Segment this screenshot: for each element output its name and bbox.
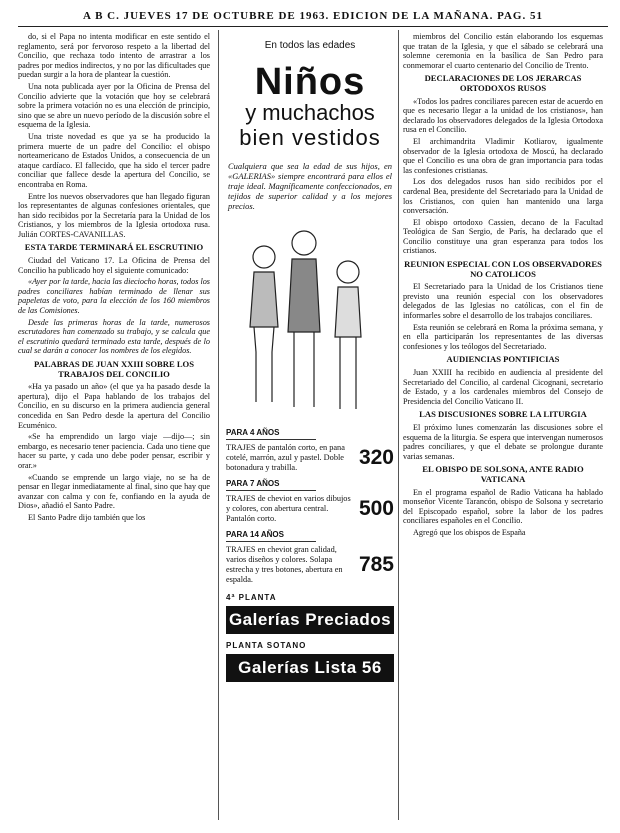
article-paragraph: Juan XXIII ha recibido en audiencia al presidente del Secretariado del Concilio, al cardenal Cicognani, secretario de Estado, y a los cardenales miembros del Consejo de Presidencia del Concilio Vaticano II.: [403, 368, 603, 406]
article-heading: ESTA TARDE TERMINARÁ EL ESCRUTINIO: [24, 242, 204, 253]
age-section-label: PARA 7 AÑOS: [226, 479, 316, 491]
price-sections: [226, 428, 394, 585]
item-description: TRAJES de cheviot en varios dibujos y colores, con abertura central. Pantalón corto.: [226, 494, 351, 523]
article-paragraph: «Ayer por la tarde, hacia las dieciocho horas, todos los padres conciliares habían terminado de llenar sus papeletas de voto, para la elección de los 160 miembros de las Comisiones.: [18, 277, 210, 316]
item-description: TRAJES de pantalón corto, en pana cotelé, marrón, azul y pastel. Doble botonadura y trabilla.: [226, 443, 345, 472]
column-divider: [218, 30, 219, 820]
article-paragraph: miembros del Concilio están elaborando los esquemas que tratan de la Iglesia, y que el sábado se celebrará una solemne ceremonia en la basílica de San Pedro para conmemorar el cuarto centenario del Concilio de Trento.: [403, 32, 603, 70]
article-heading: PALABRAS DE JUAN XXIII SOBRE LOS TRABAJOS DEL CONCILIO: [33, 359, 195, 379]
article-paragraph: do, si el Papa no intenta modificar en este sentido el reglamento, será por fervoroso respeto a la libertad del Concilio, que rechaza todo intento de arrastrar a los padres por medios indirectos, y no por las dificultades que puedan surgir a la hora de plantear la cuestión.: [18, 32, 210, 80]
article-paragraph: El obispo ortodoxo Cassien, decano de la Facultad Teológica de San Sergio, de París, ha declarado que el Concilio constituye una gran esperanza para todos los cristianos.: [403, 217, 603, 256]
store-floor-label-2: PLANTA SOTANO: [226, 641, 307, 650]
article-paragraph: Ciudad del Vaticano 17. La Oficina de Prensa del Concilio ha publicado hoy el siguiente comunicado:: [18, 256, 210, 275]
ad-headline: Niños: [254, 61, 366, 103]
store-logo-banner: Galerías Preciados: [226, 606, 394, 634]
article-paragraph: Los dos delegados rusos han sido recibidos por el cardenal Bea, presidente del Secretariado para la Unidad de los Cristianos, con quien han mantenido una larga conversación.: [403, 177, 603, 216]
item-price: 320: [358, 446, 394, 469]
article-heading: AUDIENCIAS PONTIFICIAS: [446, 354, 560, 365]
column-divider: [398, 30, 399, 820]
header-rule: [18, 26, 608, 27]
store-floor-label: 4ª PLANTA: [226, 593, 277, 602]
article-paragraph: El Santo Padre dijo también que los: [28, 512, 146, 522]
price-item: [226, 494, 394, 524]
age-section-label: PARA 14 AÑOS: [226, 530, 316, 542]
age-section-label: PARA 4 AÑOS: [226, 428, 316, 440]
price-item: [226, 443, 394, 473]
article-paragraph: «Ha ya pasado un año» (el que ya ha pasado desde la apertura), dijo el Papa hablando de los trabajos del Concilio, en su discurso en la primera audiencia general concedida en San Pedro desde la apertura del Concilio Ecuménico.: [18, 382, 210, 430]
item-description: TRAJES en cheviot gran calidad, varios diseños y colores. Solapa estrecha y tres botones, abertura en espalda.: [226, 545, 343, 584]
ad-subheadline-2: bien vestidos: [239, 125, 381, 150]
price-item: [226, 545, 394, 585]
article-heading: REUNION ESPECIAL CON LOS OBSERVADORES NO CATOLICOS: [404, 259, 602, 279]
item-price: 500: [358, 497, 394, 520]
ad-tagline: En todos las edades: [264, 40, 356, 51]
article-column-left: [18, 32, 210, 525]
article-paragraph: «Todos los padres conciliares parecen estar de acuerdo en que es necesario llegar a la unidad de los cristianos», han declarado los observadores delegados de la Iglesia Ortodoxa rusa en el Concilio.: [403, 96, 603, 135]
article-heading: EL OBISPO DE SOLSONA, ANTE RADIO VATICANA: [422, 464, 584, 484]
article-paragraph: El próximo lunes comenzarán las discusiones sobre el esquema de la liturgia. Se espera que intervengan numerosos padres conciliares, y que el debate se prolongue durante varias semanas.: [403, 422, 603, 461]
item-price: 785: [358, 553, 394, 576]
ad-copy: Cualquiera que sea la edad de sus hijos, en «GALERIAS» siempre encontrará para ellos el traje ideal. Magníficamente confeccionados, en tejidos de superior calidad y a los mejores precios.: [228, 161, 392, 211]
article-paragraph: Entre los nuevos observadores que han llegado figuran los representantes de algunas confesiones orientales, que han sido recibidos por la Secretaría para la Unidad de los Cristianos, y los miembros de la Iglesia ortodoxa rusa. Julián CORTES-CAVANILLAS.: [18, 191, 210, 239]
article-paragraph: El Secretariado para la Unidad de los Cristianos tiene previsto una reunión especial con los observadores delegados de las Iglesias no católicas, con el fin de informarles sobre el desarrollo de los trabajos conciliares.: [403, 282, 603, 321]
article-paragraph: El archimandrita Vladimir Kotliarov, igualmente observador de la Iglesia ortodoxa de Moscú, ha declarado que el Concilio es una obra de gran importancia para todas las confesiones cristianas.: [403, 136, 603, 175]
article-paragraph: Una triste novedad es que ya se ha producido la primera muerte de un padre del Concilio: el obispo norteamericano de Estados Unidos, a consecuencia de un ataque cardíaco. El fallecido, que ha sido el tercer padre conciliar que fallece desde la apertura del Concilio, se encontraba en Roma.: [18, 131, 210, 189]
article-paragraph: Desde las primeras horas de la tarde, numerosos escrutadores han comenzado su trabajo, y se calcula que el escrutinio quedará terminado esta tarde, después de lo cual se darán a conocer los nombres de los elegidos.: [18, 317, 210, 356]
article-paragraph: Esta reunión se celebrará en Roma la próxima semana, y en ella participarán los representantes de las diversas confesiones y los teólogos del Secretariado.: [403, 322, 603, 351]
store-logo-banner-2: Galerías Lista 56: [226, 654, 394, 682]
galerias-advertisement: [226, 30, 394, 790]
article-paragraph: Agregó que los obispos de España: [413, 527, 526, 537]
page-header: A B C. JUEVES 17 DE OCTUBRE DE 1963. EDICION DE LA MAÑANA. PAG. 51: [82, 10, 543, 22]
article-paragraph: «Cuando se emprende un largo viaje, no se ha de pensar en llegar inmediatamente al final, sino que hay que avanzar con calma y con fe, confiando en la ayuda de Dios», añadió el Santo Padre.: [18, 472, 210, 511]
ad-subheadline: y muchachos: [245, 100, 375, 125]
article-paragraph: En el programa español de Radio Vaticana ha hablado monseñor Vicente Tarancón, obispo de Solsona y secretario del Episcopado español, sobre la labor de los padres conciliares españoles en el Concilio.: [403, 487, 603, 526]
article-paragraph: «Se ha emprendido un largo viaje —dijo—; sin embargo, es necesario tener paciencia. Cada uno tiene que hacer su parte, y cada uno debe poder pensar, escribir y orar.»: [18, 432, 210, 470]
article-paragraph: Una nota publicada ayer por la Oficina de Prensa del Concilio advierte que la votación que hoy se celebrará sobre la primera votación no es una elección de principio, sino que se abre un nuevo período de la discusión sobre el esquema de la Iglesia.: [18, 81, 210, 130]
article-heading: LAS DISCUSIONES SOBRE LA LITURGIA: [419, 409, 587, 420]
children-illustration: [226, 217, 394, 422]
article-heading: DECLARACIONES DE LOS JERARCAS ORTODOXOS RUSOS: [424, 73, 582, 93]
article-column-right: [403, 32, 603, 540]
